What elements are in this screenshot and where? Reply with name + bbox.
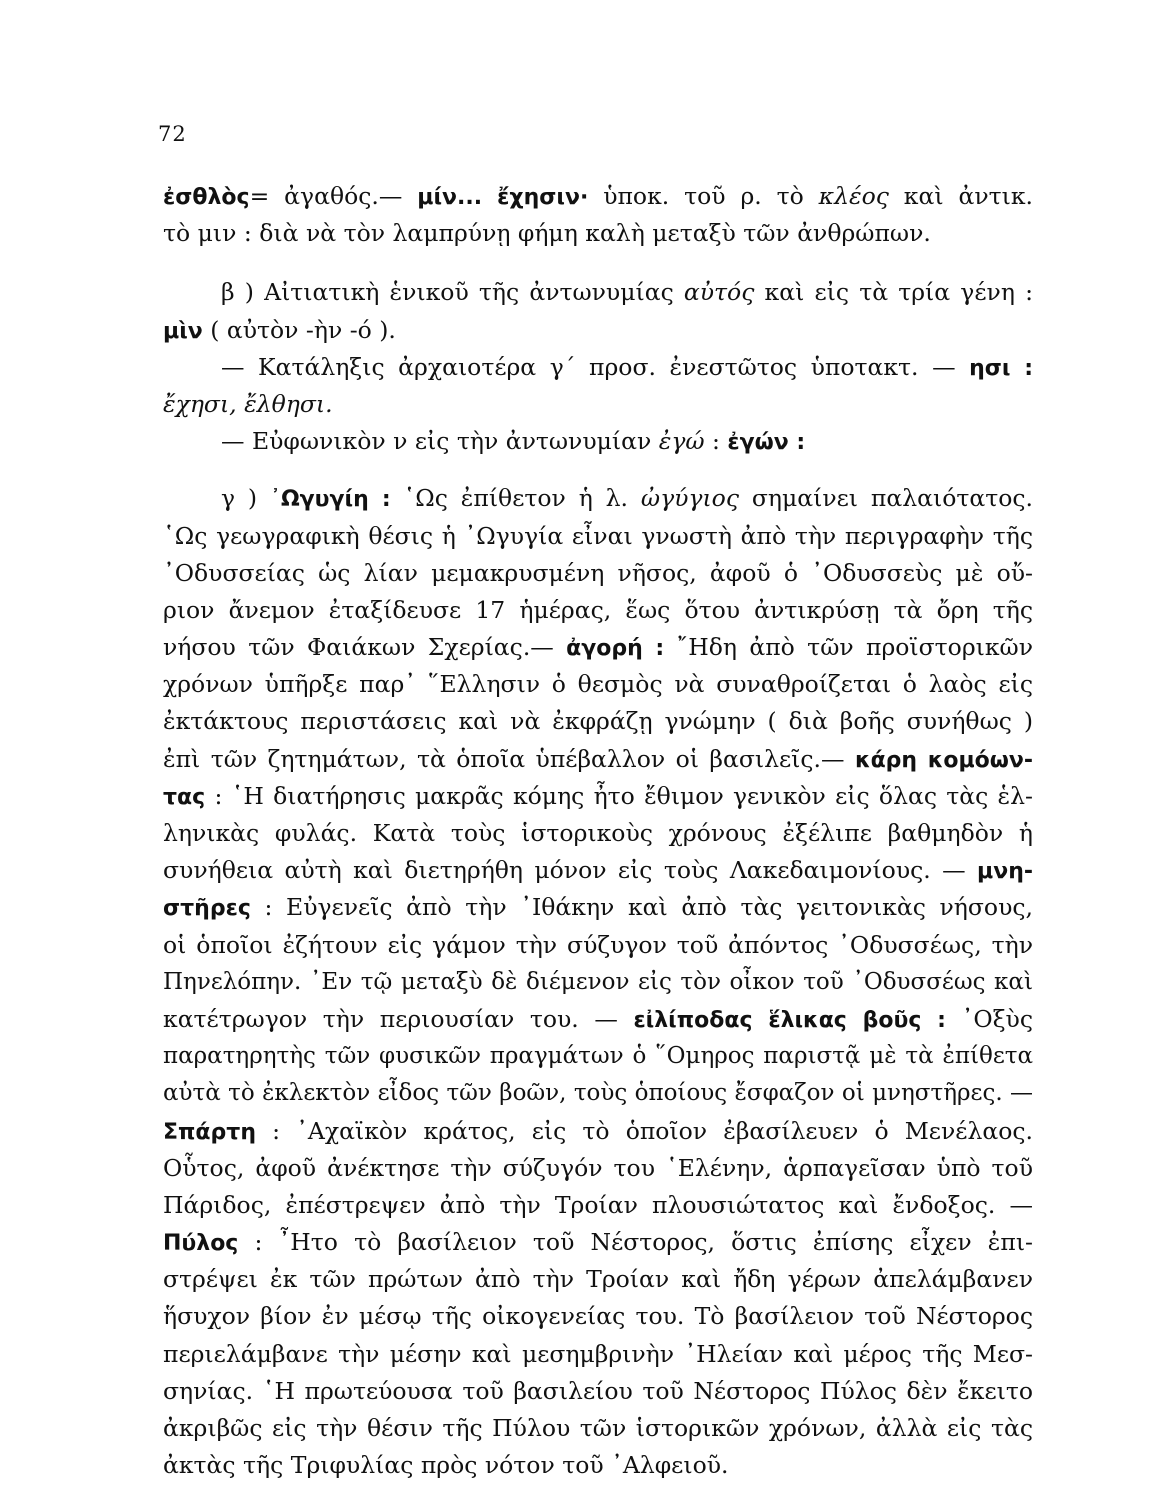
text-line: σηνίας. ῾Η πρωτεύουσα τοῦ βασιλείου τοῦ Νέστορος Πύλος δὲν ἔκειτο <box>163 1376 1033 1405</box>
lemma: μίν... ἔχησιν· <box>417 185 589 210</box>
text-line: ἥσυχον βίον ἐν μέσῳ τῆς οἰκογενείας του. Τὸ βασίλειον τοῦ Νέστορος <box>163 1302 1033 1331</box>
lemma: ἀγορή : <box>566 636 665 662</box>
text-line: ᾿Οδυσσείας ὡς λίαν μεμακρυσμένη νῆσος, ἀφοῦ ὁ ᾿Οδυσσεὺς μὲ οὔ- <box>163 558 1033 587</box>
text-line: κατέτρωγον τὴν περιουσίαν του. — εἰλίποδας ἕλικας βοῦς : ᾿Οξὺς <box>163 1004 1033 1033</box>
text-line: Πηνελόπην. ᾿Εν τῷ μεταξὺ δὲ διέμενον εἰς τὸν οἶκον τοῦ ᾿Οδυσσέως καὶ <box>163 968 1033 995</box>
lemma: εἰλίποδας ἕλικας βοῦς : <box>633 1007 946 1033</box>
text-line: ἔχησι, ἔλθησι. <box>163 389 333 418</box>
text-line: ἐσθλὸς= ἀγαθός.— μίν... ἔχησιν· ὑποκ. τοῦ ρ. τὸ κλέος καὶ ἀντικ. <box>163 182 1033 210</box>
text-line: περιελάμβανε τὴν μέσην καὶ μεσημβρινὴν ᾿Ηλείαν καὶ μέρος τῆς Μεσ- <box>163 1339 1033 1368</box>
text-line: ἐκτάκτους περιστάσεις καὶ νὰ ἐκφράζῃ γνώμην ( διὰ βοῆς συνήθως ) <box>163 707 1033 736</box>
text-line: Πύλος : ῏Ητο τὸ βασίλειον τοῦ Νέστορος, ὅστις ἐπίσης εἶχεν ἐπι- <box>163 1228 1033 1257</box>
lemma: στῆρες <box>163 896 251 922</box>
lemma: Σπάρτη <box>163 1119 256 1145</box>
lemma: τας <box>163 784 206 810</box>
text-line: συνήθεια αὐτὴ καὶ διετηρήθη μόνον εἰς τοὺς Λακεδαιμονίους. — μνη- <box>163 856 1033 885</box>
lemma: ησι : <box>969 355 1034 381</box>
text-line: τας : ῾Η διατήρησις μακρᾶς κόμης ἦτο ἔθιμον γενικὸν εἰς ὅλας τὰς ἑλ- <box>163 781 1033 810</box>
text-line: χρόνων ὑπῆρξε παρ᾿ ῞Ελλησιν ὁ θεσμὸς νὰ συναθροίζεται ὁ λαὸς εἰς <box>163 670 1033 699</box>
text-line: παρατηρητὴς τῶν φυσικῶν πραγμάτων ὁ ῞Ομηρος παριστᾷ μὲ τὰ ἐπίθετα <box>163 1043 1033 1070</box>
lemma: Πύλος <box>163 1231 239 1257</box>
lemma: μνη- <box>977 859 1033 885</box>
text-line: στρέψει ἐκ τῶν πρώτων ἀπὸ τὴν Τροίαν καὶ ἤδη γέρων ἀπελάμβανεν <box>163 1265 1033 1294</box>
text-line: γ ) ᾿Ωγυγίη : ῾Ως ἐπίθετον ἡ λ. ὠγύγιος σημαίνει παλαιότατος. <box>221 484 1033 513</box>
lemma: ᾿Ωγυγίη : <box>269 487 391 513</box>
italic-term: κλέος <box>818 182 889 210</box>
text-line: ῾Ως γεωγραφικὴ θέσις ἡ ᾿Ωγυγία εἶναι γνωστὴ ἀπὸ τὴν περιγραφὴν τῆς <box>163 521 1033 550</box>
text-line: μὶν ( αὐτὸν -ὴν -ό ). <box>163 315 396 344</box>
italic-term: ὠγύγιος <box>640 484 739 513</box>
lemma: ἐσθλὸς <box>163 185 250 210</box>
text-line: τὸ μιν : διὰ νὰ τὸν λαμπρύνῃ φήμη καλὴ μεταξὺ τῶν ἀνθρώπων. <box>163 219 931 248</box>
text-line: — Κατάληξις ἀρχαιοτέρα γ΄ προσ. ἐνεστῶτος ὑποτακτ. — ησι : <box>221 352 1034 381</box>
text-line: ριον ἄνεμον ἐταξίδευσε 17 ἡμέρας, ἕως ὅτου ἀντικρύσῃ τὰ ὄρη τῆς <box>163 595 1033 624</box>
text-line: Οὗτος, ἀφοῦ ἀνέκτησε τὴν σύζυγόν του ῾Ελένην, ἁρπαγεῖσαν ὑπὸ τοῦ <box>163 1153 1033 1182</box>
text-line: ληνικὰς φυλάς. Κατὰ τοὺς ἱστορικοὺς χρόνους ἐξέλιπε βαθμηδὸν ἡ <box>163 819 1033 847</box>
lemma: κάρη κομόων- <box>854 747 1034 773</box>
text-line: νήσου τῶν Φαιάκων Σχερίας.— ἀγορή : ῎Ηδη ἀπὸ τῶν προϊστορικῶν <box>163 633 1033 662</box>
text-line: αὐτὰ τὸ ἐκλεκτὸν εἶδος τῶν βοῶν, τοὺς ὁποίους ἔσφαζον οἱ μνηστῆρες. — <box>163 1080 1033 1107</box>
italic-term: ἐγώ <box>658 427 705 456</box>
page-number: 72 <box>158 122 187 146</box>
lemma: μὶν <box>163 318 203 344</box>
text-line: β ) Αἰτιατικὴ ἑνικοῦ τῆς ἀντωνυμίας αὐτός καὶ εἰς τὰ τρία γένη : <box>221 278 1033 307</box>
text-line: ἀκριβῶς εἰς τὴν θέσιν τῆς Πύλου τῶν ἱστορικῶν χρόνων, ἀλλὰ εἰς τὰς <box>163 1414 1033 1442</box>
italic-term: αὐτός <box>683 278 755 307</box>
text-line: ἐπὶ τῶν ζητημάτων, τὰ ὁποῖα ὑπέβαλλον οἱ βασιλεῖς.— κάρη κομόων- <box>163 744 1034 773</box>
text-line: — Εὐφωνικὸν ν εἰς τὴν ἀντωνυμίαν ἐγώ : ἐγών : <box>221 427 806 456</box>
lemma: ἐγών : <box>727 430 806 456</box>
commentary-text <box>163 178 1033 1484</box>
text-line: Σπάρτη : ᾿Αχαϊκὸν κράτος, εἰς τὸ ὁποῖον ἐβασίλευεν ὁ Μενέλαος. <box>163 1116 1033 1145</box>
text-line: στῆρες : Εὐγενεῖς ἀπὸ τὴν ᾿Ιθάκην καὶ ἀπὸ τὰς γειτονικὰς νήσους, <box>163 893 1033 922</box>
text-line: ἀκτὰς τῆς Τριφυλίας πρὸς νότον τοῦ ᾿Αλφειοῦ. <box>163 1451 729 1480</box>
text-line: Πάριδος, ἐπέστρεψεν ἀπὸ τὴν Τροίαν πλουσιώτατος καὶ ἔνδοξος. — <box>163 1190 1033 1219</box>
text-line: οἱ ὁποῖοι ἐζήτουν εἰς γάμον τὴν σύζυγον τοῦ ἀπόντος ᾿Οδυσσέως, τὴν <box>163 930 1033 959</box>
